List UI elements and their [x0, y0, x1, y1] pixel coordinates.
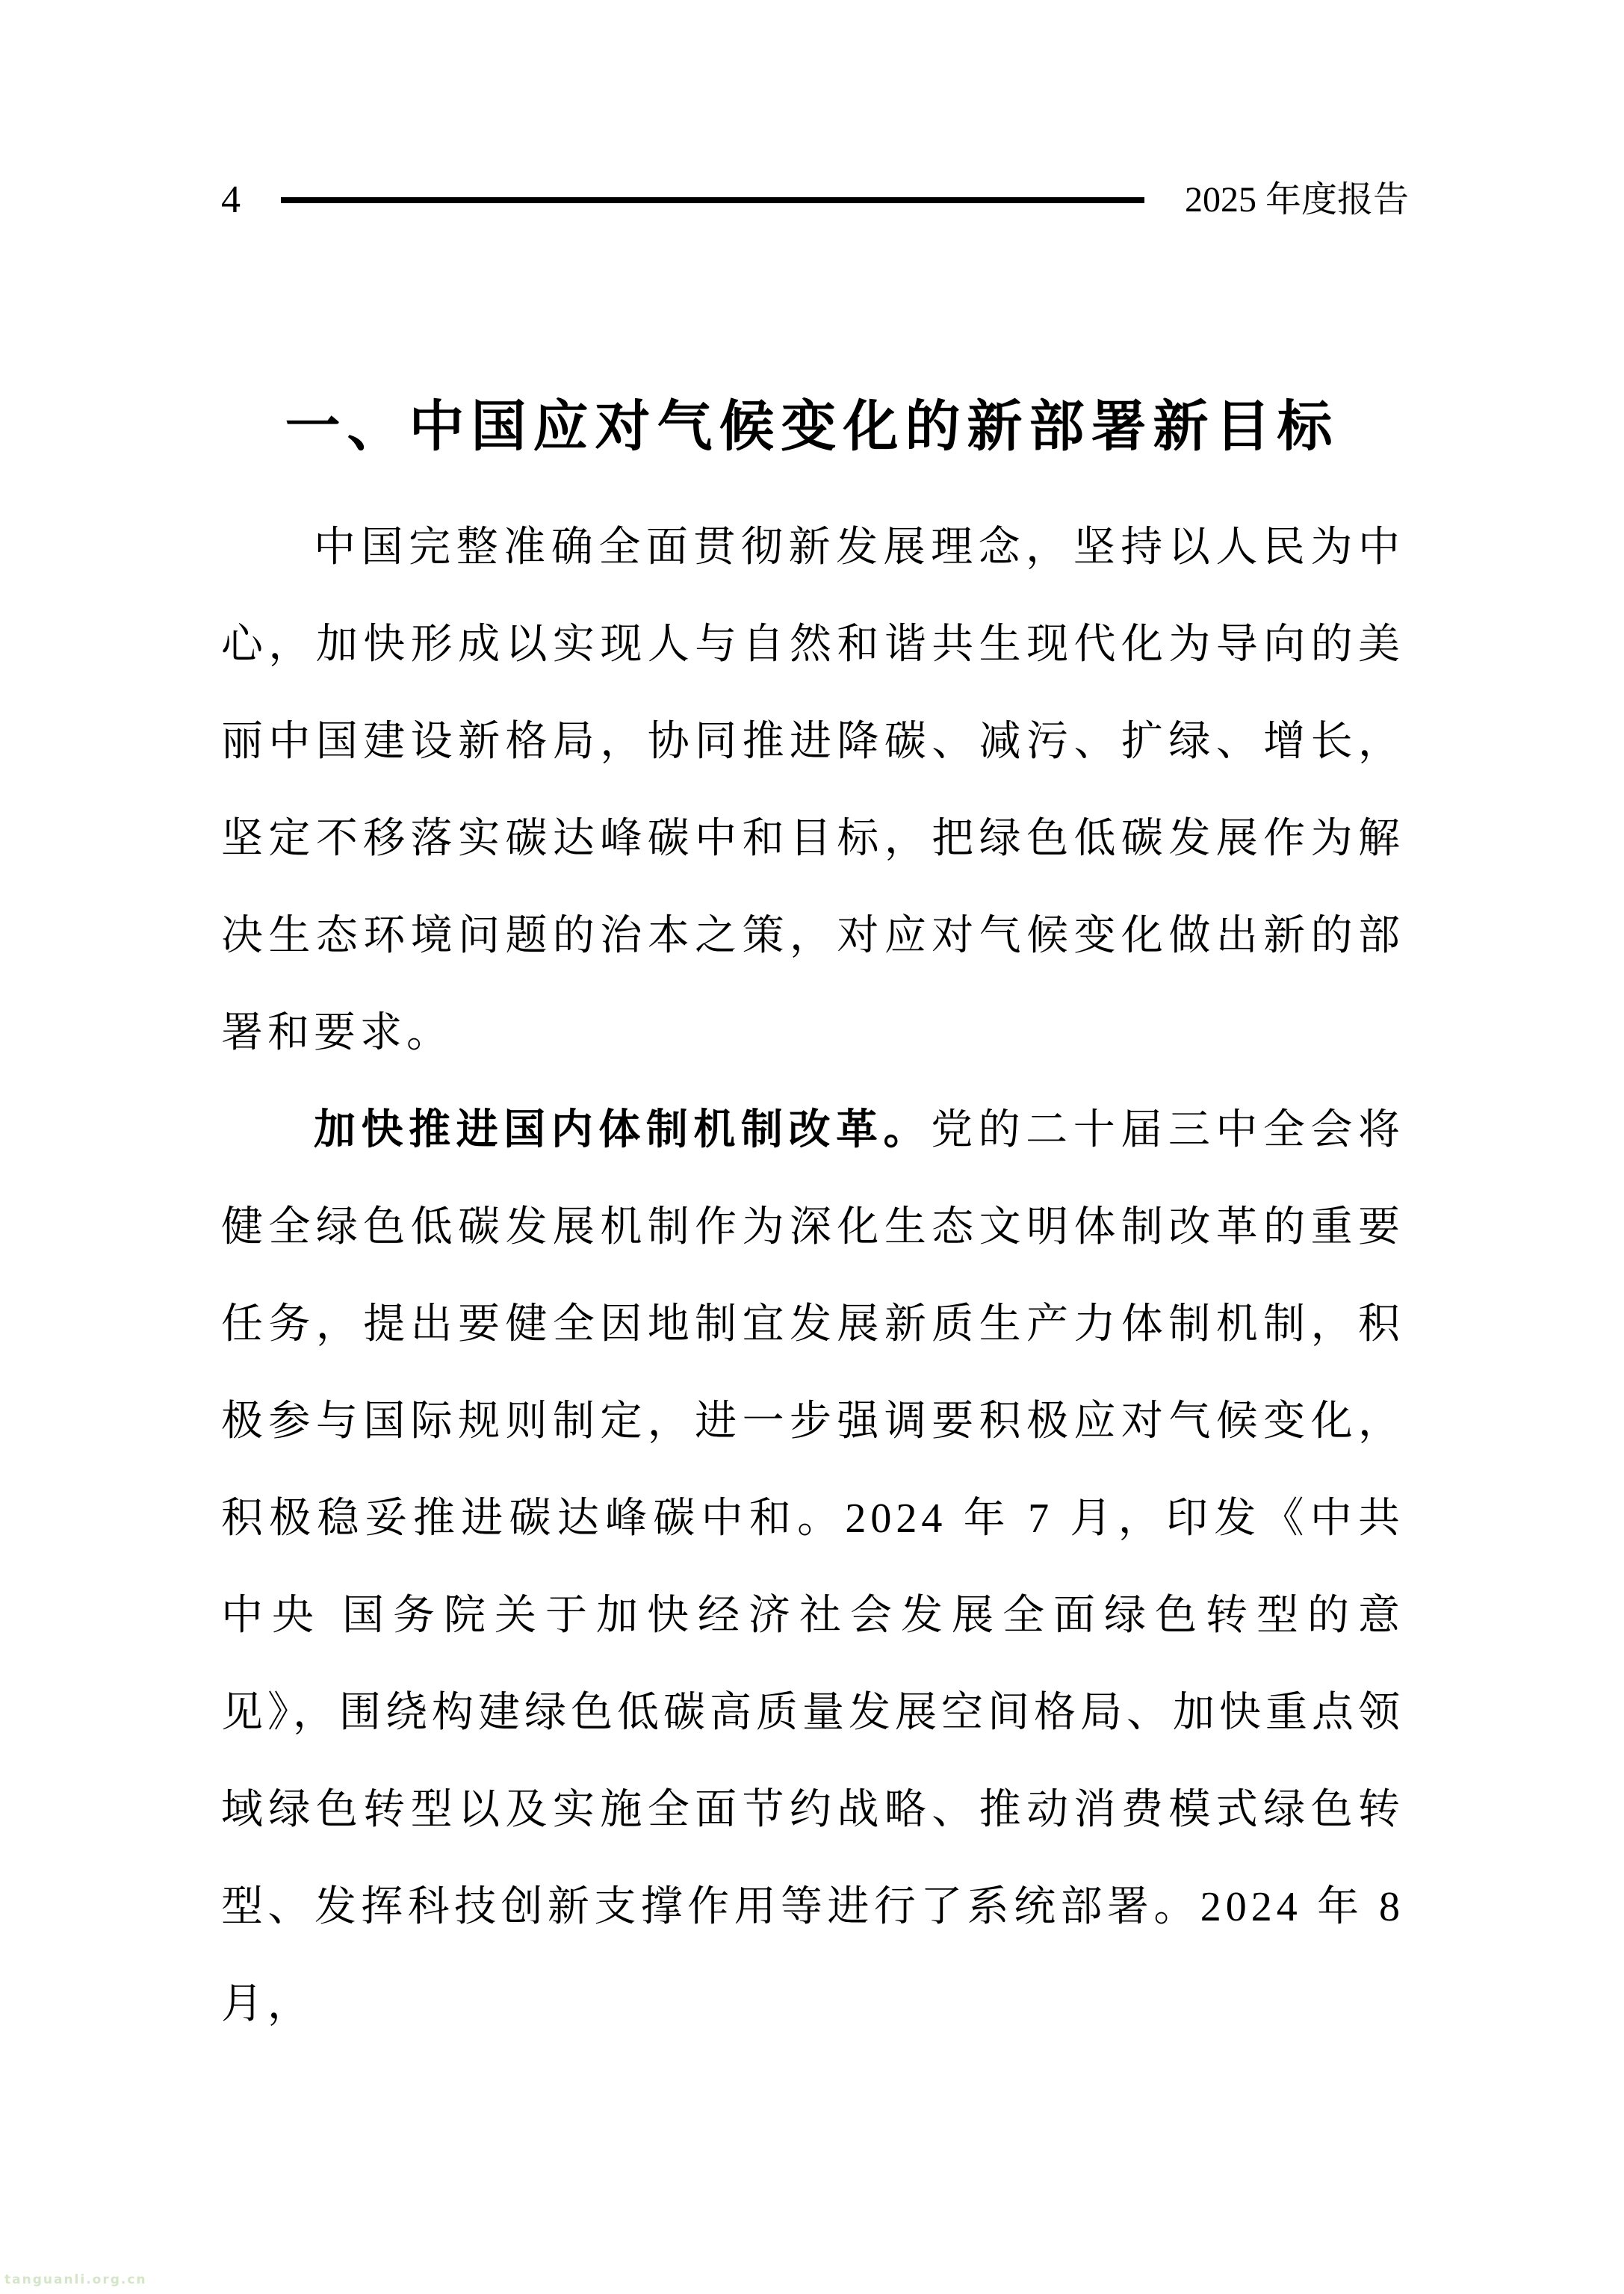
paragraph — [221, 499, 1404, 1082]
body-text — [221, 499, 1404, 2053]
paragraph-lead: 加快推进国内体制机制改革。 — [314, 1107, 932, 1153]
paragraph — [221, 1082, 1404, 2053]
page-number: 4 — [221, 179, 241, 221]
header-report-title: 2025 年度报告 — [1184, 180, 1409, 220]
paragraph-text: 党的二十届三中全会将健全绿色低碳发展机制作为深化生态文明体制改革的重要任务，提出要健全因地制宜发展新质生产力体制机制，积极参与国际规则制定，进一步强调要积极应对气候变化，积极稳妥推进碳达峰碳中和。2024 年 7 月，印发《中共中央 国务院关于加快经济社会发展全面绿色转型的意见》，围绕构建绿色低碳高质量发展空间格局、加快重点领域绿色转型以及实施全面节约战略、推动消费模式绿色转型、发挥科技创新支撑作用等进行了系统部署。2024 年 8 月， — [221, 1107, 1405, 2027]
paragraph-text: 中国完整准确全面贯彻新发展理念，坚持以人民为中心，加快形成以实现人与自然和谐共生现代化为导向的美丽中国建设新格局，协同推进降碳、减污、扩绿、增长，坚定不移落实碳达峰碳中和目标，把绿色低碳发展作为解决生态环境问题的治本之策，对应对气候变化做出新的部署和要求。 — [221, 524, 1404, 1056]
section-title: 一、中国应对气候变化的新部署新目标 — [285, 394, 1339, 457]
page-header — [221, 179, 1409, 221]
header-rule — [281, 197, 1144, 203]
watermark: tanguanli.org.cn — [4, 2272, 147, 2287]
